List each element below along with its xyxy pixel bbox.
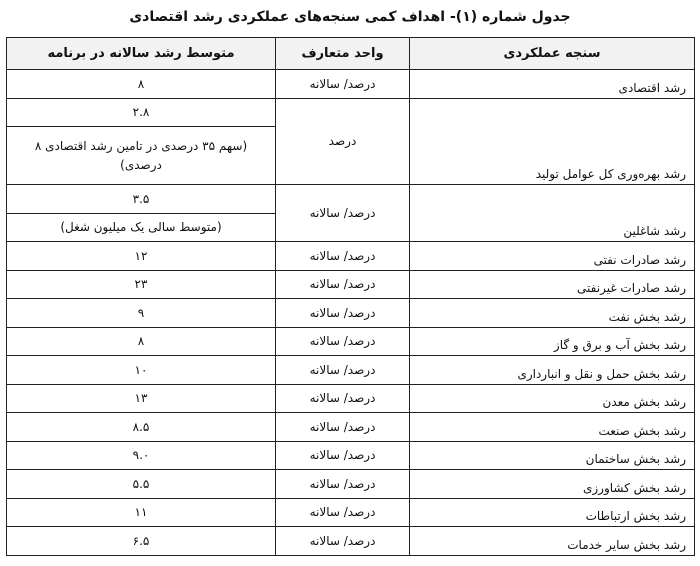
value-cell: ۱۳	[7, 384, 276, 413]
value-cell: ۲.۸	[7, 98, 276, 127]
unit-cell: درصد/ سالانه	[276, 242, 410, 271]
table-row	[7, 327, 695, 356]
value-note-cell: (سهم ۳۵ درصدی در تامین رشد اقتصادی ۸ درصدی)	[7, 127, 276, 185]
value-cell: ۱۰	[7, 356, 276, 385]
metric-cell: رشد بخش ارتباطات	[410, 498, 695, 527]
value-cell: ۹	[7, 299, 276, 328]
unit-cell: درصد/ سالانه	[276, 356, 410, 385]
metric-cell: رشد بخش سایر خدمات	[410, 527, 695, 556]
header-value: متوسط رشد سالانه در برنامه	[7, 38, 276, 70]
metric-cell: رشد بخش حمل و نقل و انبارداری	[410, 356, 695, 385]
table-row	[7, 470, 695, 499]
value-cell: ۱۱	[7, 498, 276, 527]
table-row	[7, 527, 695, 556]
metric-cell: رشد بهره‌وری کل عوامل تولید	[410, 98, 695, 185]
unit-cell: درصد/ سالانه	[276, 299, 410, 328]
metric-cell: رشد بخش آب و برق و گاز	[410, 327, 695, 356]
unit-cell: درصد/ سالانه	[276, 470, 410, 499]
value-cell: ۱۲	[7, 242, 276, 271]
table-row	[7, 270, 695, 299]
metric-cell: رشد بخش صنعت	[410, 413, 695, 442]
table-row	[7, 185, 695, 214]
unit-cell: درصد	[276, 98, 410, 185]
value-cell: ۸.۵	[7, 413, 276, 442]
value-cell: ۵.۵	[7, 470, 276, 499]
table-row	[7, 242, 695, 271]
value-cell: ۸	[7, 327, 276, 356]
value-cell: ۸	[7, 70, 276, 99]
unit-cell: درصد/ سالانه	[276, 527, 410, 556]
unit-cell: درصد/ سالانه	[276, 441, 410, 470]
header-row	[7, 38, 695, 70]
table-row	[7, 498, 695, 527]
table-row	[7, 70, 695, 99]
table-row	[7, 356, 695, 385]
metric-cell: رشد شاغلین	[410, 185, 695, 242]
table-row	[7, 98, 695, 127]
header-metric: سنجه عملکردی	[410, 38, 695, 70]
table-row	[7, 413, 695, 442]
table-title: جدول شماره (۱)- اهداف کمی سنجه‌های عملکردی رشد اقتصادی	[129, 9, 571, 25]
value-cell: ۶.۵	[7, 527, 276, 556]
unit-cell: درصد/ سالانه	[276, 413, 410, 442]
metric-cell: رشد صادرات غیرنفتی	[410, 270, 695, 299]
value-cell: ۳.۵	[7, 185, 276, 214]
value-note-cell: (متوسط سالی یک میلیون شغل)	[7, 213, 276, 242]
metric-cell: رشد صادرات نفتی	[410, 242, 695, 271]
table-row	[7, 299, 695, 328]
unit-cell: درصد/ سالانه	[276, 185, 410, 242]
unit-cell: درصد/ سالانه	[276, 327, 410, 356]
unit-cell: درصد/ سالانه	[276, 270, 410, 299]
value-cell: ۲۳	[7, 270, 276, 299]
metric-cell: رشد بخش کشاورزی	[410, 470, 695, 499]
metric-cell: رشد بخش نفت	[410, 299, 695, 328]
targets-table	[6, 37, 695, 556]
table-row	[7, 441, 695, 470]
metric-cell: رشد بخش ساختمان	[410, 441, 695, 470]
value-cell: ۹.۰	[7, 441, 276, 470]
metric-cell: رشد بخش معدن	[410, 384, 695, 413]
unit-cell: درصد/ سالانه	[276, 498, 410, 527]
unit-cell: درصد/ سالانه	[276, 70, 410, 99]
header-unit: واحد متعارف	[276, 38, 410, 70]
table-row	[7, 384, 695, 413]
metric-cell: رشد اقتصادی	[410, 70, 695, 99]
unit-cell: درصد/ سالانه	[276, 384, 410, 413]
